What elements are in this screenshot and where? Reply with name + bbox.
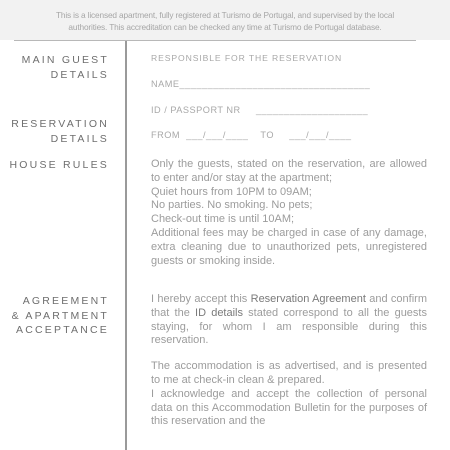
id-passport-field[interactable]: ID / PASSPORT NR ____________________ xyxy=(151,105,369,115)
agreement-text xyxy=(151,293,427,429)
rule-quiet-hours: Quiet hours from 10PM to 09AM; xyxy=(151,185,312,198)
reservation-dates-field[interactable]: FROM ___/___/____ TO ___/___/____ xyxy=(151,130,352,140)
reservation-details-heading: RESERVATION DETAILS xyxy=(11,118,109,145)
agreement-paragraph-3: I acknowledge and accept the collection of personal data on this Accommodation Bulletin for the purposes of this reservation and the xyxy=(151,387,427,428)
license-text-line-1: This is a licensed apartment, fully registered at Turismo de Portugal, and supervised by the local xyxy=(55,10,395,20)
license-text-line-2: authorities. This accreditation can be checked any time at Turismo de Portugal database. xyxy=(68,22,382,32)
rule-checkout: Check-out time is until 10AM; xyxy=(151,213,295,226)
rule-no-parties: No parties. No smoking. No pets; xyxy=(151,199,313,212)
rule-guests: Only the guests, stated on the reservation, are allowed to enter and/or stay at the apartment; xyxy=(151,158,427,184)
paragraph-gap xyxy=(151,348,427,360)
house-rules-heading: HOUSE RULES xyxy=(9,159,109,171)
responsible-label: RESPONSIBLE FOR THE RESERVATION xyxy=(151,53,343,63)
license-banner xyxy=(0,0,450,40)
agreement-heading: AGREEMENT & APARTMENT ACCEPTANCE xyxy=(11,295,109,336)
rule-additional-fees: Additional fees may be charged in case of any damage, extra cleaning due to unauthorized pets, unregistered guests or smoking inside. xyxy=(151,226,427,267)
house-rules-list xyxy=(151,158,427,268)
agreement-paragraph-1: I hereby accept this Reservation Agreement and confirm that the ID details stated correspond to all the guests staying, for whom I am responsible during this reservation. xyxy=(151,293,427,347)
main-guest-details-heading: MAIN GUEST DETAILS xyxy=(21,54,109,81)
section-headings-column xyxy=(0,41,127,450)
agreement-paragraph-2: The accommodation is as advertised, and is presented to me at check-in clean & prepared. xyxy=(151,360,427,386)
name-field[interactable]: NAME__________________________________ xyxy=(151,79,371,89)
